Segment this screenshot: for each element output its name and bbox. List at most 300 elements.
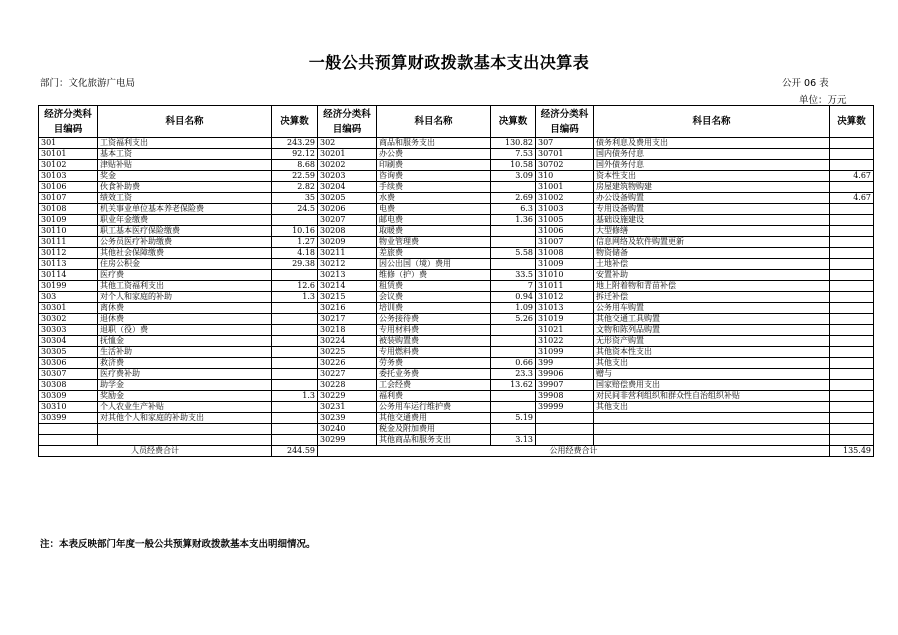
cell-amount: 1.3 bbox=[272, 391, 318, 402]
cell-name: 其他资本性支出 bbox=[594, 347, 830, 358]
cell-name: 因公出国（境）费用 bbox=[377, 259, 491, 270]
cell-name: 对个人和家庭的补助 bbox=[98, 292, 272, 303]
cell-name: 税金及附加费用 bbox=[377, 424, 491, 435]
cell-name: 公务员医疗补助缴费 bbox=[98, 237, 272, 248]
cell-amount bbox=[272, 215, 318, 226]
cell-code: 39907 bbox=[536, 380, 594, 391]
cell-code: 30214 bbox=[318, 281, 377, 292]
cell-amount: 243.29 bbox=[272, 138, 318, 149]
cell-name: 个人农业生产补贴 bbox=[98, 402, 272, 413]
cell-amount: 24.5 bbox=[272, 204, 318, 215]
cell-code: 30702 bbox=[536, 160, 594, 171]
cell-name: 维修（护）费 bbox=[377, 270, 491, 281]
cell-amount bbox=[830, 424, 874, 435]
table-row bbox=[39, 259, 874, 270]
cell-code: 31010 bbox=[536, 270, 594, 281]
cell-name: 邮电费 bbox=[377, 215, 491, 226]
cell-code: 30209 bbox=[318, 237, 377, 248]
header-row bbox=[39, 106, 874, 138]
table-code: 公开 06 表 bbox=[782, 78, 829, 89]
table-row bbox=[39, 226, 874, 237]
personnel-total-label: 人员经费合计 bbox=[39, 446, 272, 457]
cell-name: 国内债务付息 bbox=[594, 149, 830, 160]
cell-name: 物资储备 bbox=[594, 248, 830, 259]
cell-amount: 6.3 bbox=[491, 204, 536, 215]
cell-amount: 92.12 bbox=[272, 149, 318, 160]
cell-code: 30202 bbox=[318, 160, 377, 171]
cell-name: 对其他个人和家庭的补助支出 bbox=[98, 413, 272, 424]
table-row bbox=[39, 171, 874, 182]
cell-name: 安置补助 bbox=[594, 270, 830, 281]
cell-amount bbox=[830, 358, 874, 369]
cell-code: 399 bbox=[536, 358, 594, 369]
cell-amount bbox=[272, 314, 318, 325]
table-row bbox=[39, 391, 874, 402]
cell-code: 30228 bbox=[318, 380, 377, 391]
cell-name: 离休费 bbox=[98, 303, 272, 314]
cell-name: 其他社会保障缴费 bbox=[98, 248, 272, 259]
cell-name: 无形资产购置 bbox=[594, 336, 830, 347]
cell-code: 31006 bbox=[536, 226, 594, 237]
header-name: 科目名称 bbox=[98, 106, 272, 138]
cell-amount: 130.82 bbox=[491, 138, 536, 149]
header-amount: 决算数 bbox=[830, 106, 874, 138]
cell-amount: 0.66 bbox=[491, 358, 536, 369]
cell-amount bbox=[830, 435, 874, 446]
cell-code: 30307 bbox=[39, 369, 98, 380]
table-row bbox=[39, 424, 874, 435]
cell-name: 手续费 bbox=[377, 182, 491, 193]
cell-code: 30107 bbox=[39, 193, 98, 204]
cell-amount: 5.58 bbox=[491, 248, 536, 259]
cell-code: 30301 bbox=[39, 303, 98, 314]
cell-name: 被装购置费 bbox=[377, 336, 491, 347]
cell-code: 30226 bbox=[318, 358, 377, 369]
cell-name: 会议费 bbox=[377, 292, 491, 303]
cell-amount: 4.18 bbox=[272, 248, 318, 259]
cell-code: 30299 bbox=[318, 435, 377, 446]
cell-code: 30213 bbox=[318, 270, 377, 281]
cell-name: 咨询费 bbox=[377, 171, 491, 182]
cell-amount bbox=[830, 237, 874, 248]
cell-code bbox=[39, 424, 98, 435]
cell-code: 30201 bbox=[318, 149, 377, 160]
cell-amount bbox=[491, 402, 536, 413]
cell-amount bbox=[272, 435, 318, 446]
cell-amount: 2.69 bbox=[491, 193, 536, 204]
cell-name: 其他支出 bbox=[594, 402, 830, 413]
totals-row bbox=[39, 446, 874, 457]
cell-code: 30216 bbox=[318, 303, 377, 314]
cell-name: 物业管理费 bbox=[377, 237, 491, 248]
cell-code: 302 bbox=[318, 138, 377, 149]
cell-name: 办公设备购置 bbox=[594, 193, 830, 204]
department-label: 部门：文化旅游广电局 bbox=[40, 78, 136, 89]
cell-code bbox=[536, 435, 594, 446]
cell-name: 津贴补贴 bbox=[98, 160, 272, 171]
cell-name: 专用材料费 bbox=[377, 325, 491, 336]
cell-amount bbox=[830, 259, 874, 270]
footnote: 注：本表反映部门年度一般公共预算财政拨款基本支出明细情况。 bbox=[40, 539, 316, 550]
table-row bbox=[39, 160, 874, 171]
cell-name: 其他商品和服务支出 bbox=[377, 435, 491, 446]
cell-amount bbox=[830, 347, 874, 358]
cell-name: 商品和服务支出 bbox=[377, 138, 491, 149]
cell-amount: 4.67 bbox=[830, 193, 874, 204]
cell-name: 救济费 bbox=[98, 358, 272, 369]
cell-code: 31003 bbox=[536, 204, 594, 215]
cell-amount bbox=[830, 281, 874, 292]
cell-code: 30227 bbox=[318, 369, 377, 380]
table-row bbox=[39, 336, 874, 347]
cell-code: 30199 bbox=[39, 281, 98, 292]
cell-amount bbox=[491, 182, 536, 193]
cell-amount bbox=[491, 325, 536, 336]
cell-name: 福利费 bbox=[377, 391, 491, 402]
public-total-value: 135.49 bbox=[830, 446, 874, 457]
cell-code: 31008 bbox=[536, 248, 594, 259]
cell-code: 30109 bbox=[39, 215, 98, 226]
header-amount: 决算数 bbox=[272, 106, 318, 138]
cell-name: 生活补助 bbox=[98, 347, 272, 358]
cell-amount bbox=[830, 270, 874, 281]
cell-name bbox=[594, 413, 830, 424]
cell-amount bbox=[272, 358, 318, 369]
cell-name: 国家赔偿费用支出 bbox=[594, 380, 830, 391]
cell-amount bbox=[491, 259, 536, 270]
cell-amount bbox=[830, 413, 874, 424]
cell-amount: 29.38 bbox=[272, 259, 318, 270]
cell-amount: 10.16 bbox=[272, 226, 318, 237]
cell-name: 房屋建筑物购建 bbox=[594, 182, 830, 193]
cell-name bbox=[594, 435, 830, 446]
cell-amount bbox=[491, 424, 536, 435]
table-row bbox=[39, 281, 874, 292]
table-row bbox=[39, 248, 874, 259]
table-row bbox=[39, 435, 874, 446]
cell-name: 医疗费 bbox=[98, 270, 272, 281]
cell-code bbox=[536, 424, 594, 435]
cell-code: 31001 bbox=[536, 182, 594, 193]
cell-code: 30302 bbox=[39, 314, 98, 325]
cell-name: 资本性支出 bbox=[594, 171, 830, 182]
cell-amount: 3.09 bbox=[491, 171, 536, 182]
page-title: 一般公共预算财政拨款基本支出决算表 bbox=[308, 53, 590, 72]
table-row bbox=[39, 182, 874, 193]
cell-code: 30310 bbox=[39, 402, 98, 413]
cell-code: 30207 bbox=[318, 215, 377, 226]
cell-code: 30114 bbox=[39, 270, 98, 281]
cell-code: 30101 bbox=[39, 149, 98, 160]
cell-amount: 5.26 bbox=[491, 314, 536, 325]
cell-code: 301 bbox=[39, 138, 98, 149]
cell-name: 土地补偿 bbox=[594, 259, 830, 270]
cell-amount: 10.58 bbox=[491, 160, 536, 171]
cell-amount: 3.13 bbox=[491, 435, 536, 446]
cell-name: 取暖费 bbox=[377, 226, 491, 237]
cell-code: 30112 bbox=[39, 248, 98, 259]
header-name: 科目名称 bbox=[377, 106, 491, 138]
cell-name: 差旅费 bbox=[377, 248, 491, 259]
cell-amount: 1.27 bbox=[272, 237, 318, 248]
table-row bbox=[39, 292, 874, 303]
cell-code: 30206 bbox=[318, 204, 377, 215]
table-row bbox=[39, 358, 874, 369]
table-row bbox=[39, 237, 874, 248]
cell-amount: 35 bbox=[272, 193, 318, 204]
cell-name: 机关事业单位基本养老保险费 bbox=[98, 204, 272, 215]
cell-code bbox=[39, 435, 98, 446]
cell-code: 30108 bbox=[39, 204, 98, 215]
cell-code: 31011 bbox=[536, 281, 594, 292]
cell-amount bbox=[272, 347, 318, 358]
header-code: 经济分类科目编码 bbox=[39, 106, 98, 138]
cell-name: 劳务费 bbox=[377, 358, 491, 369]
cell-name: 职业年金缴费 bbox=[98, 215, 272, 226]
cell-code: 30102 bbox=[39, 160, 98, 171]
cell-code: 30203 bbox=[318, 171, 377, 182]
cell-amount: 0.94 bbox=[491, 292, 536, 303]
cell-name: 其他工资福利支出 bbox=[98, 281, 272, 292]
cell-code: 30303 bbox=[39, 325, 98, 336]
cell-name: 租赁费 bbox=[377, 281, 491, 292]
cell-name bbox=[98, 424, 272, 435]
cell-code: 30217 bbox=[318, 314, 377, 325]
cell-amount: 2.82 bbox=[272, 182, 318, 193]
budget-table bbox=[38, 105, 874, 457]
cell-name: 公务用车购置 bbox=[594, 303, 830, 314]
cell-name: 退休费 bbox=[98, 314, 272, 325]
cell-amount: 5.19 bbox=[491, 413, 536, 424]
cell-amount: 22.59 bbox=[272, 171, 318, 182]
cell-code: 30211 bbox=[318, 248, 377, 259]
cell-code: 30103 bbox=[39, 171, 98, 182]
cell-name: 赠与 bbox=[594, 369, 830, 380]
cell-name: 对民间非营利组织和群众性自治组织补贴 bbox=[594, 391, 830, 402]
cell-amount: 7.53 bbox=[491, 149, 536, 160]
cell-name: 拆迁补偿 bbox=[594, 292, 830, 303]
cell-amount bbox=[830, 325, 874, 336]
cell-name: 工资福利支出 bbox=[98, 138, 272, 149]
cell-name: 公务用车运行维护费 bbox=[377, 402, 491, 413]
cell-code: 310 bbox=[536, 171, 594, 182]
cell-amount bbox=[830, 380, 874, 391]
cell-amount: 12.6 bbox=[272, 281, 318, 292]
cell-name: 专用设备购置 bbox=[594, 204, 830, 215]
cell-name: 信息网络及软件购置更新 bbox=[594, 237, 830, 248]
cell-code: 30204 bbox=[318, 182, 377, 193]
cell-amount bbox=[830, 391, 874, 402]
cell-name: 伙食补助费 bbox=[98, 182, 272, 193]
cell-amount bbox=[491, 237, 536, 248]
cell-code: 30231 bbox=[318, 402, 377, 413]
cell-code: 303 bbox=[39, 292, 98, 303]
cell-amount bbox=[830, 402, 874, 413]
cell-amount bbox=[830, 292, 874, 303]
table-row bbox=[39, 138, 874, 149]
cell-name: 医疗费补助 bbox=[98, 369, 272, 380]
cell-name: 奖励金 bbox=[98, 391, 272, 402]
cell-code: 31012 bbox=[536, 292, 594, 303]
cell-name: 职工基本医疗保险缴费 bbox=[98, 226, 272, 237]
cell-amount bbox=[830, 369, 874, 380]
table-row bbox=[39, 402, 874, 413]
header-code: 经济分类科目编码 bbox=[536, 106, 594, 138]
cell-code: 30110 bbox=[39, 226, 98, 237]
cell-name: 抚恤金 bbox=[98, 336, 272, 347]
cell-code: 30304 bbox=[39, 336, 98, 347]
cell-amount bbox=[491, 226, 536, 237]
cell-code: 31002 bbox=[536, 193, 594, 204]
cell-amount bbox=[830, 336, 874, 347]
cell-amount: 13.62 bbox=[491, 380, 536, 391]
cell-name: 其他交通工具购置 bbox=[594, 314, 830, 325]
cell-code: 30218 bbox=[318, 325, 377, 336]
cell-name: 电费 bbox=[377, 204, 491, 215]
cell-code: 30308 bbox=[39, 380, 98, 391]
table-row bbox=[39, 149, 874, 160]
cell-amount: 7 bbox=[491, 281, 536, 292]
cell-name: 债务利息及费用支出 bbox=[594, 138, 830, 149]
cell-code: 30208 bbox=[318, 226, 377, 237]
header-code: 经济分类科目编码 bbox=[318, 106, 377, 138]
cell-amount bbox=[272, 402, 318, 413]
public-total-label: 公用经费合计 bbox=[318, 446, 830, 457]
cell-amount bbox=[272, 413, 318, 424]
cell-code: 30205 bbox=[318, 193, 377, 204]
cell-code: 30225 bbox=[318, 347, 377, 358]
cell-amount bbox=[272, 369, 318, 380]
cell-amount bbox=[830, 314, 874, 325]
cell-code: 30215 bbox=[318, 292, 377, 303]
cell-code: 30305 bbox=[39, 347, 98, 358]
cell-name: 水费 bbox=[377, 193, 491, 204]
table-row bbox=[39, 380, 874, 391]
cell-amount bbox=[491, 347, 536, 358]
cell-amount: 1.09 bbox=[491, 303, 536, 314]
table-row bbox=[39, 413, 874, 424]
cell-amount bbox=[272, 270, 318, 281]
table-row bbox=[39, 215, 874, 226]
cell-name: 住房公积金 bbox=[98, 259, 272, 270]
table-row bbox=[39, 204, 874, 215]
cell-amount: 23.3 bbox=[491, 369, 536, 380]
cell-code: 31007 bbox=[536, 237, 594, 248]
cell-name: 办公费 bbox=[377, 149, 491, 160]
cell-name: 培训费 bbox=[377, 303, 491, 314]
cell-code: 30229 bbox=[318, 391, 377, 402]
cell-amount: 1.36 bbox=[491, 215, 536, 226]
cell-code: 39908 bbox=[536, 391, 594, 402]
cell-amount bbox=[272, 424, 318, 435]
cell-amount bbox=[830, 160, 874, 171]
personnel-total-value: 244.59 bbox=[272, 446, 318, 457]
cell-name: 助学金 bbox=[98, 380, 272, 391]
cell-code: 30212 bbox=[318, 259, 377, 270]
cell-code: 30399 bbox=[39, 413, 98, 424]
table-row bbox=[39, 193, 874, 204]
cell-amount bbox=[830, 226, 874, 237]
table-row bbox=[39, 270, 874, 281]
table-row bbox=[39, 347, 874, 358]
cell-name: 工会经费 bbox=[377, 380, 491, 391]
header-name: 科目名称 bbox=[594, 106, 830, 138]
cell-amount: 1.3 bbox=[272, 292, 318, 303]
cell-amount bbox=[830, 248, 874, 259]
cell-code: 30224 bbox=[318, 336, 377, 347]
cell-code: 30306 bbox=[39, 358, 98, 369]
cell-amount bbox=[830, 138, 874, 149]
cell-amount bbox=[830, 182, 874, 193]
cell-amount: 33.5 bbox=[491, 270, 536, 281]
cell-code: 30113 bbox=[39, 259, 98, 270]
table-body bbox=[39, 138, 874, 446]
cell-name: 委托业务费 bbox=[377, 369, 491, 380]
cell-name: 其他支出 bbox=[594, 358, 830, 369]
cell-name: 基本工资 bbox=[98, 149, 272, 160]
cell-amount bbox=[830, 204, 874, 215]
table-row bbox=[39, 325, 874, 336]
cell-name: 基础设施建设 bbox=[594, 215, 830, 226]
cell-amount bbox=[830, 149, 874, 160]
cell-amount bbox=[491, 391, 536, 402]
cell-code: 30240 bbox=[318, 424, 377, 435]
cell-code: 30701 bbox=[536, 149, 594, 160]
cell-amount bbox=[491, 336, 536, 347]
cell-code: 30111 bbox=[39, 237, 98, 248]
cell-code: 31009 bbox=[536, 259, 594, 270]
cell-name: 国外债务付息 bbox=[594, 160, 830, 171]
table-row bbox=[39, 303, 874, 314]
cell-amount: 4.67 bbox=[830, 171, 874, 182]
cell-code: 39999 bbox=[536, 402, 594, 413]
cell-name: 公务接待费 bbox=[377, 314, 491, 325]
cell-name: 专用燃料费 bbox=[377, 347, 491, 358]
cell-amount bbox=[272, 303, 318, 314]
unit-label: 单位：万元 bbox=[799, 95, 847, 106]
cell-name: 退职（役）费 bbox=[98, 325, 272, 336]
header-amount: 决算数 bbox=[491, 106, 536, 138]
cell-code: 31099 bbox=[536, 347, 594, 358]
table-row bbox=[39, 314, 874, 325]
cell-code: 30106 bbox=[39, 182, 98, 193]
cell-amount: 8.68 bbox=[272, 160, 318, 171]
cell-name: 奖金 bbox=[98, 171, 272, 182]
cell-code: 307 bbox=[536, 138, 594, 149]
cell-name: 大型修缮 bbox=[594, 226, 830, 237]
cell-name bbox=[98, 435, 272, 446]
cell-code: 31005 bbox=[536, 215, 594, 226]
cell-code: 31019 bbox=[536, 314, 594, 325]
cell-amount bbox=[272, 380, 318, 391]
cell-name: 绩效工资 bbox=[98, 193, 272, 204]
cell-name: 文物和陈列品购置 bbox=[594, 325, 830, 336]
cell-amount bbox=[272, 325, 318, 336]
cell-name: 地上附着物和青苗补偿 bbox=[594, 281, 830, 292]
cell-code: 31013 bbox=[536, 303, 594, 314]
cell-name bbox=[594, 424, 830, 435]
cell-amount bbox=[830, 303, 874, 314]
cell-amount bbox=[272, 336, 318, 347]
cell-code: 30239 bbox=[318, 413, 377, 424]
cell-name: 其他交通费用 bbox=[377, 413, 491, 424]
cell-code: 39906 bbox=[536, 369, 594, 380]
cell-code: 31022 bbox=[536, 336, 594, 347]
table-row bbox=[39, 369, 874, 380]
cell-code: 31021 bbox=[536, 325, 594, 336]
cell-code bbox=[536, 413, 594, 424]
cell-amount bbox=[830, 215, 874, 226]
